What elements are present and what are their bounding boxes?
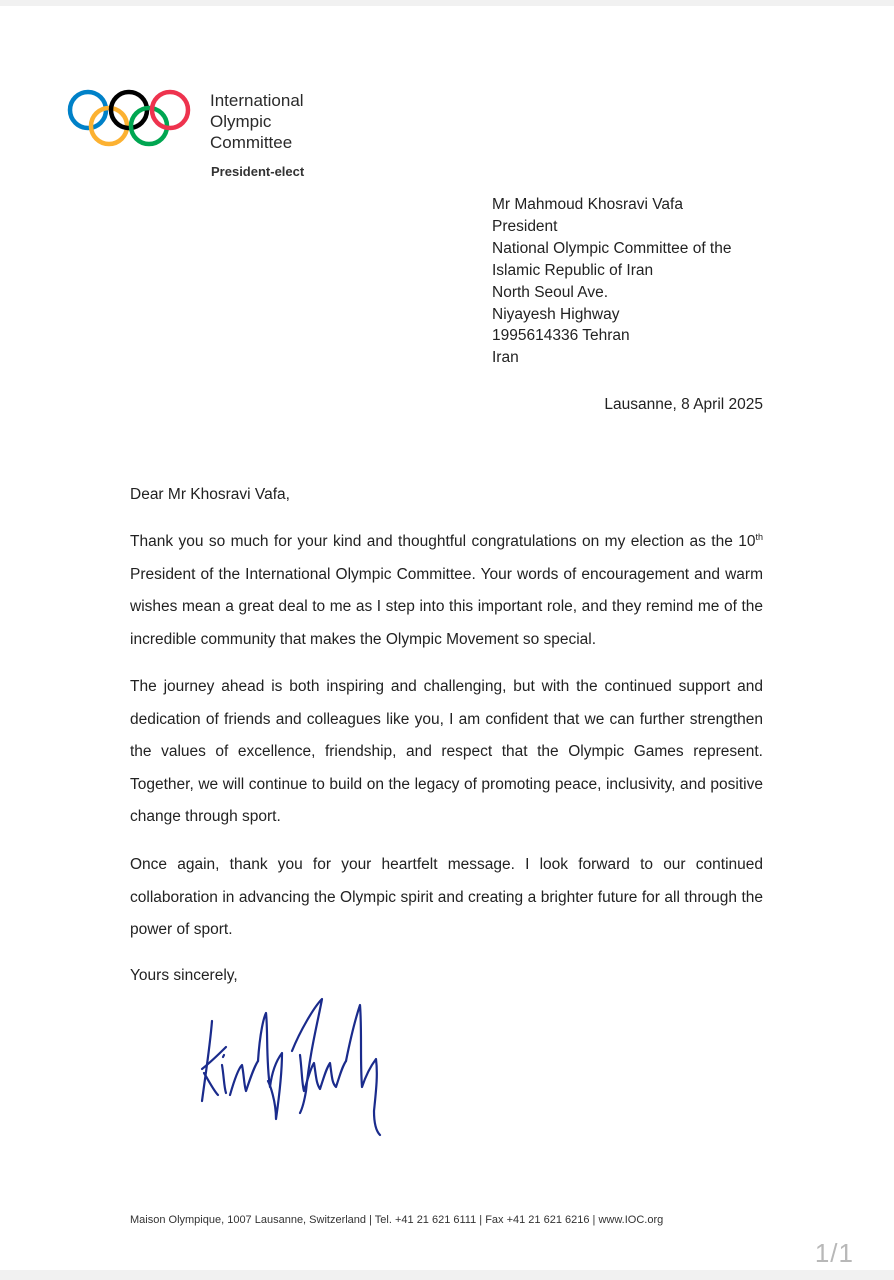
address-line: Mr Mahmoud Khosravi Vafa [492,196,683,213]
handwritten-signature [190,991,420,1141]
letter-date: Lausanne, 8 April 2025 [604,396,763,413]
paragraph-text: President of the International Olympic Committee. Your words of encouragement and warm wishes mean a great deal to me as I step into this important role, and they remind me of the incredible community that makes the Olympic Movement so special. [130,565,763,648]
org-name-line: Olympic [210,112,272,131]
address-line: National Olympic Committee of the [492,239,732,257]
address-line: Iran [492,349,519,367]
letterhead-subtitle: President-elect [211,164,305,179]
body-paragraph-2: The journey ahead is both inspiring and challenging, but with the continued support and dedication of friends and colleagues like you, I am confident that we can further strengthen the values of excellence, friendship, and respect that the Olympic Games represent. Together, we will continue to build on the legacy of promoting peace, inclusivity, and positive change through sport. [130,678,763,825]
olympic-rings-logo [66,88,192,148]
address-line: Niyayesh Highway [492,305,620,323]
recipient-address [492,194,731,369]
ordinal-suffix: th [755,531,763,542]
organization-name [210,90,304,153]
org-name-line: International [210,91,304,110]
letter-page [0,6,894,1270]
address-line: Islamic Republic of Iran [492,261,654,279]
salutation: Dear Mr Khosravi Vafa, [130,486,290,503]
body-paragraph-1 [130,526,763,656]
org-name-line: Committee [210,133,293,152]
letter-footer: Maison Olympique, 1007 Lausanne, Switzerland | Tel. +41 21 621 6111 | Fax +41 21 621 6216 | www.IOC.org [130,1214,664,1226]
paragraph-text: Thank you so much for your kind and thoughtful congratulations on my election as the 10 [130,533,756,550]
address-line: North Seoul Ave. [492,283,609,301]
page-indicator: 1/1 [814,1238,854,1268]
closing: Yours sincerely, [130,967,238,984]
address-line: President [492,217,558,235]
address-line: 1995614336 Tehran [492,327,630,345]
body-paragraph-3: Once again, thank you for your heartfelt message. I look forward to our continued collaboration in advancing the Olympic spirit and creating a brighter future for all through the power of sport. [130,856,763,938]
